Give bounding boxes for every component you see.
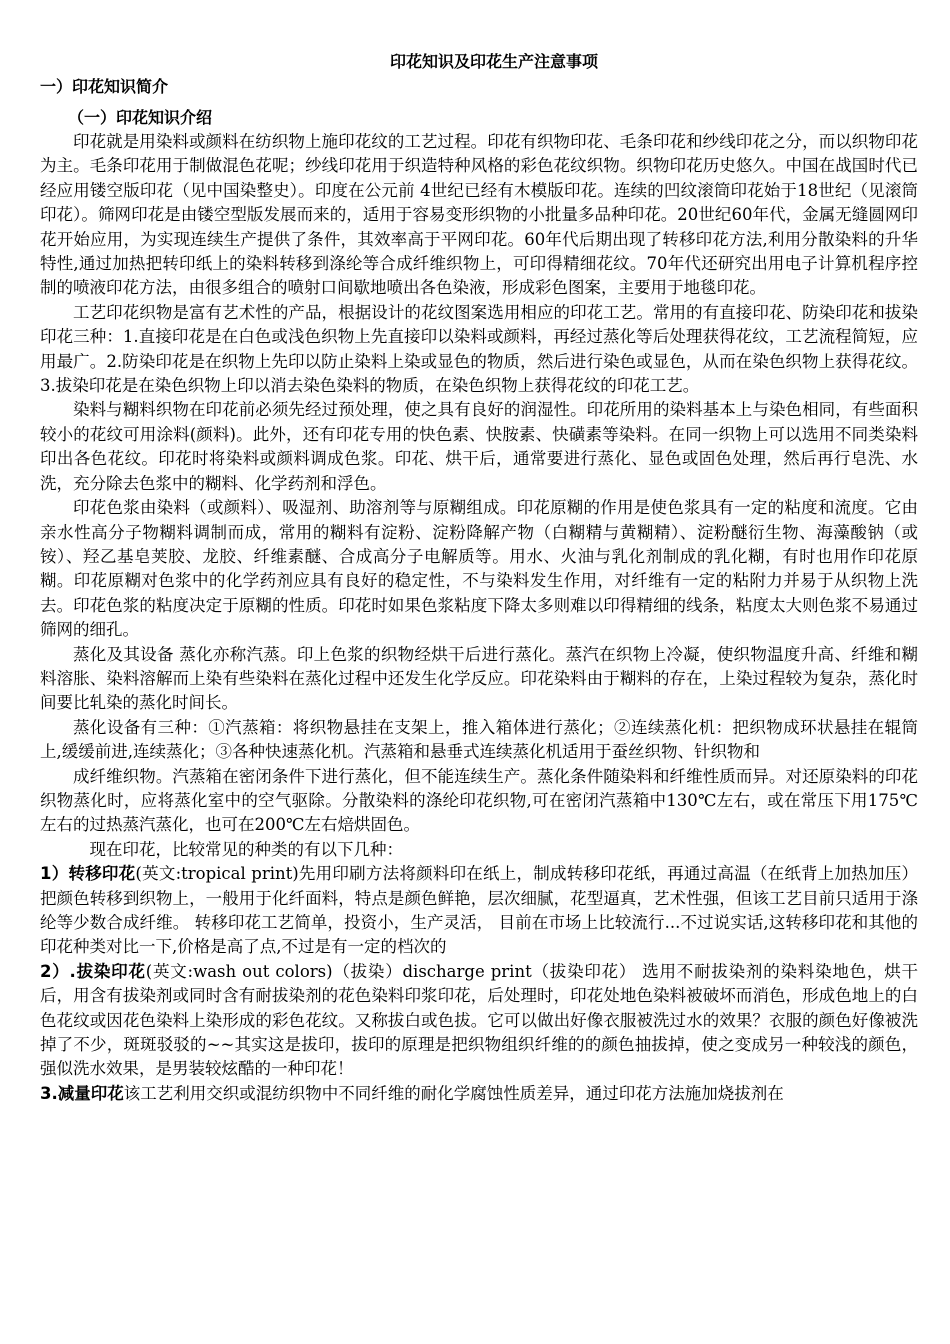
document-title: 印花知识及印花生产注意事项 <box>389 52 598 71</box>
paragraph: 印花就是用染料或颜料在纺织物上施印花纹的工艺过程。印花有织物印花、毛条印花和纱线印花之分，而以织物印花为主。毛条印花用于制做混色花呢；纱线印花用于织造特种风格的彩色花纹织物。织物印花历史悠久。中国在战国时代已经应用镂空版印花（见中国染整史）。印度在公元前 4世纪已经有木模版印花。连续的凹纹滚筒印花始于18世纪（见滚筒印花）。筛网印花是由镂空型版发展而来的，适用于容易变形织物的小批量多品种印花。20世纪60年代，金属无缝圆网印花开始应用，为实现连续生产提供了条件，其效率高于平网印花。60年代后期出现了转移印花方法,利用分散染料的升华特性,通过加热把转印纸上的染料转移到涤纶等合成纤维织物上，可印得精细花纹。70年代还研究出用电子计算机程序控制的喷液印花方法，由很多组合的喷射口间歇地喷出各色染液，形成彩色图案，主要用于地毯印花。 <box>40 132 918 298</box>
list-item <box>40 862 918 960</box>
subsection-heading: （一）印花知识介绍 <box>68 108 213 127</box>
list-item-heading: 2）.拔染印花 <box>40 961 146 981</box>
list-item <box>40 960 918 1082</box>
paragraph: 工艺印花织物是富有艺术性的产品，根据设计的花纹图案选用相应的印花工艺。常用的有直接印花、防染印花和拔染印花三种：1.直接印花是在白色或浅色织物上先直接印以染料或颜料，再经过蒸化等后处理获得花纹，工艺流程简短，应用最广。2.防染印花是在织物上先印以防止染料上染或显色的物质，然后进行染色或显色，从而在染色织物上获得花纹。3.拔染印花是在染色织物上印以消去染色染料的物质，在染色织物上获得花纹的印花工艺。 <box>40 302 918 396</box>
paragraph: 染料与糊料织物在印花前必须先经过预处理，使之具有良好的润湿性。印花所用的染料基本上与染色相同，有些面积较小的花纹可用涂料(颜料)。此外，还有印花专用的快色素、快胺素、快磺素等染料。在同一织物上可以选用不同类染料印出各色花纹。印花时将染料或颜料调成色浆。印花、烘干后，通常要进行蒸化、显色或固色处理，然后再行皂洗、水洗，充分除去色浆中的糊料、化学药剂和浮色。 <box>40 400 918 493</box>
section-heading: 一）印花知识简介 <box>40 77 169 96</box>
list-item-body: 该工艺利用交织或混纺织物中不同纤维的耐化学腐蚀性质差异，通过印花方法施加烧拔剂在 <box>123 1083 784 1103</box>
paragraph: 现在印花，比较常见的种类的有以下几种： <box>89 839 403 859</box>
paragraph: 印花色浆由染料（或颜料）、吸湿剂、助溶剂等与原糊组成。印花原糊的作用是使色浆具有一定的粘度和流度。它由亲水性高分子物糊料调制而成，常用的糊料有淀粉、淀粉降解产物（白糊精与黄糊精）、淀粉醚衍生物、海藻酸钠（或铵）、羟乙基皂荚胶、龙胶、纤维素醚、合成高分子电解质等。用水、火油与乳化剂制成的乳化糊，有时也用作印花原糊。印花原糊对色浆中的化学药剂应具有良好的稳定性，不与染料发生作用，对纤维有一定的粘附力并易于从织物上洗去。印花色浆的粘度决定于原糊的性质。印花时如果色浆粘度下降太多则难以印得精细的线条，粘度太大则色浆不易通过筛网的细孔。 <box>40 498 918 640</box>
paragraph: 蒸化及其设备 蒸化亦称汽蒸。印上色浆的织物经烘干后进行蒸化。蒸汽在织物上冷凝，使织物温度升高、纤维和糊料溶胀、染料溶解而上染有些染料在蒸化过程中还发生化学反应。印花染料由于糊料的存在，上染过程较为复杂，蒸化时间要比轧染的蒸化时间长。 <box>40 644 918 713</box>
list-item-body: (英文:tropical print)先用印刷方法将颜料印在纸上，制成转移印花纸，再通过高温（在纸背上加热加压）把颜色转移到织物上，一般用于化纤面料，特点是颜色鲜艳，层次细腻，花型逼真，艺术性强，但该工艺目前只适用于涤纶等少数合成纤维。 转移印花工艺简单，投资小，生产灵活， 目前在市场上比较流行...不过说实话,这转移印花和其他的印花种类对比一下,价格是高了点,不过是有一定的档次的 <box>40 864 919 957</box>
paragraph: 成纤维织物。汽蒸箱在密闭条件下进行蒸化，但不能连续生产。蒸化条件随染料和纤维性质而异。对还原染料的印花织物蒸化时，应将蒸化室中的空气驱除。分散染料的涤纶印花织物,可在密闭汽蒸箱中130℃左右，或在常压下用175℃左右的过热蒸汽蒸化，也可在200℃左右焙烘固色。 <box>40 766 918 835</box>
paragraph: 蒸化设备有三种：①汽蒸箱：将织物悬挂在支架上，推入箱体进行蒸化；②连续蒸化机：把织物成环状悬挂在辊筒上,缓缓前进,连续蒸化；③各种快速蒸化机。汽蒸箱和悬垂式连续蒸化机适用于蚕丝织物、针织物和 <box>40 717 918 762</box>
list-item-heading: 1）转移印花 <box>40 864 136 884</box>
list-item-heading: 3.减量印花 <box>40 1083 124 1103</box>
list-item <box>40 1082 918 1106</box>
list-item-body: (英文:wash out colors)（拔染）discharge print（拔染印花） 选用不耐拔染剂的染料染地色，烘干后，用含有拔染剂或同时含有耐拔染剂的花色染料印浆印花，后处理时，印花处地色染料被破坏而消色，形成色地上的白色花纹或因花色染料上染形成的彩色花纹。又称拔白或色拔。它可以做出好像衣服被洗过水的效果？衣服的颜色好像被洗掉了不少，斑斑驳驳的~~其实这是拔印，拔印的原理是把织物组织纤维的的颜色抽拔掉，使之变成另一种较浅的颜色，强似洗水效果，是男装较炫酷的一种印花！ <box>40 961 918 1079</box>
